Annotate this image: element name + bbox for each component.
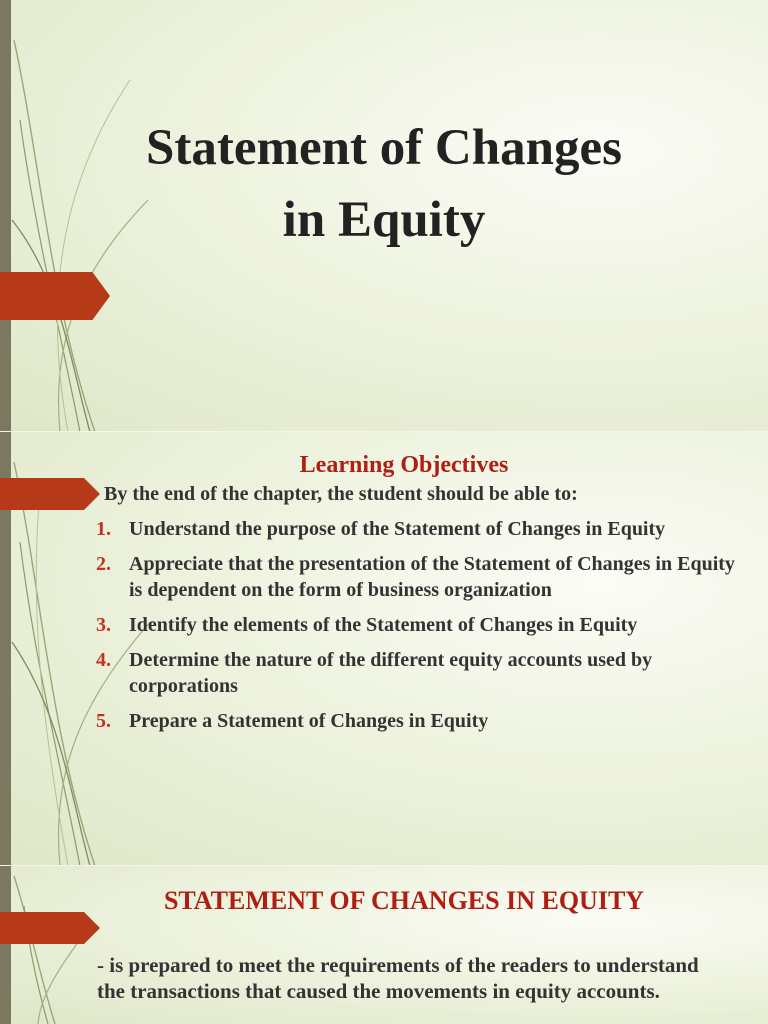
objectives-list — [96, 516, 736, 743]
intro-text: By the end of the chapter, the student should be able to: — [104, 483, 578, 505]
item-text: Appreciate that the presentation of the Statement of Changes in Equity is dependent on the form of business organization — [129, 553, 735, 601]
slide-title — [60, 112, 708, 256]
item-text: Identify the elements of the Statement of Changes in Equity — [129, 614, 638, 636]
accent-arrow — [0, 912, 100, 944]
learning-objectives-slide — [0, 432, 768, 866]
list-item — [96, 708, 736, 734]
definition-slide — [0, 866, 768, 1024]
section-heading: STATEMENT OF CHANGES IN EQUITY — [163, 886, 645, 915]
title-line-1: Statement of Changes — [146, 120, 622, 176]
item-number: 1. — [96, 518, 111, 540]
item-text: Determine the nature of the different equity accounts used by corporations — [129, 649, 653, 697]
section-heading: Learning Objectives — [299, 452, 509, 478]
title-line-2: in Equity — [282, 192, 486, 248]
item-number: 5. — [96, 710, 111, 732]
list-item — [96, 612, 736, 638]
list-item — [96, 516, 736, 542]
accent-arrow — [0, 478, 100, 510]
definition-text: - is prepared to meet the requirements of the readers to understand the transactions that caused the movements in equity accounts. — [97, 953, 699, 1003]
item-text: Prepare a Statement of Changes in Equity — [129, 710, 489, 732]
accent-arrow — [0, 272, 110, 320]
list-item — [96, 647, 736, 699]
title-slide — [0, 0, 768, 432]
item-number: 2. — [96, 553, 111, 575]
item-text: Understand the purpose of the Statement of Changes in Equity — [129, 518, 666, 540]
item-number: 4. — [96, 649, 111, 671]
item-number: 3. — [96, 614, 111, 636]
list-item — [96, 551, 736, 603]
